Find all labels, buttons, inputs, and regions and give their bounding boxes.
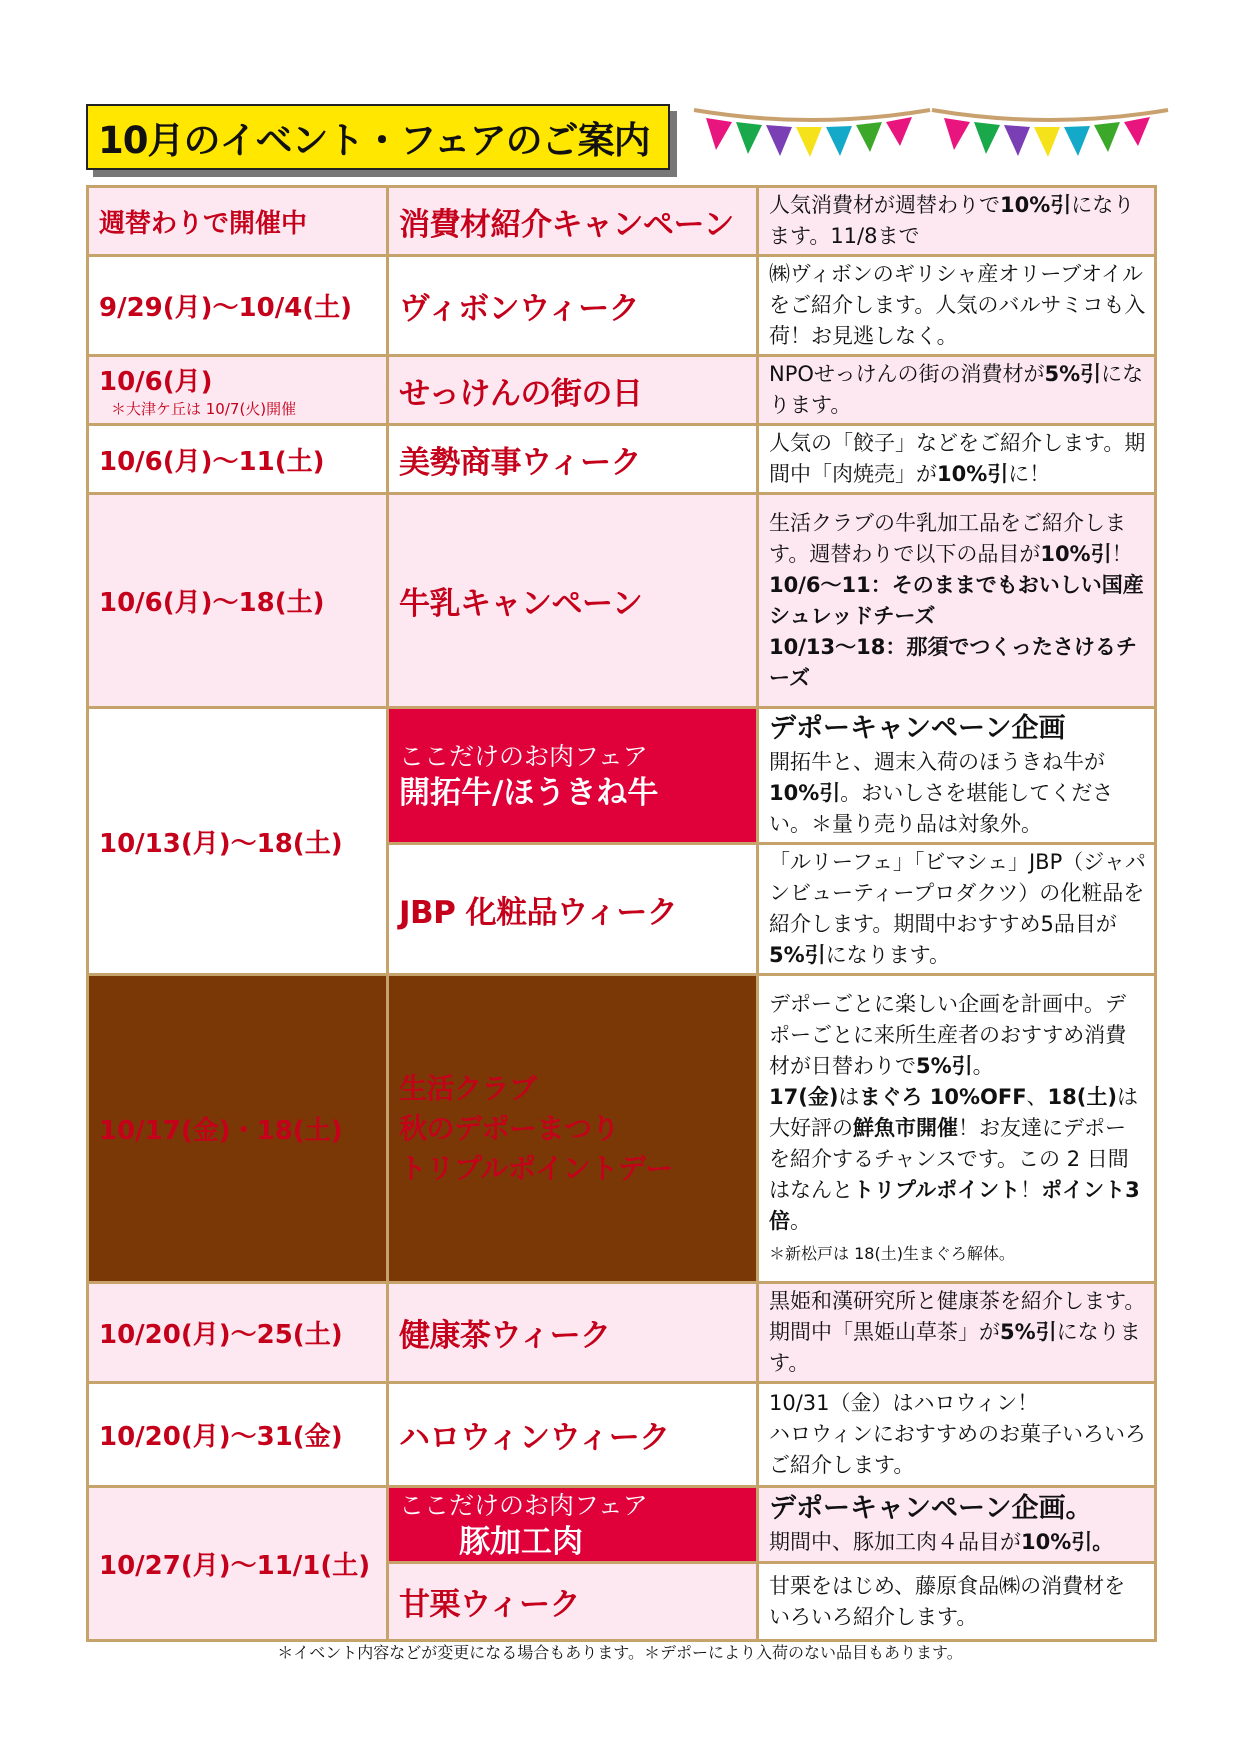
event-name: ヴィボンウィーク (388, 256, 758, 356)
event-description: 人気の「餃子」などをご紹介します。期間中「肉焼売」が10%引に！ (758, 425, 1156, 494)
table-row (88, 356, 1156, 425)
event-date-note: ＊大津ケ丘は 10/7(火)開催 (111, 400, 297, 418)
table-row (88, 975, 1156, 1283)
event-date: 10/13(月)～18(土) (88, 708, 388, 975)
bunting-left-icon (692, 100, 932, 170)
campaign-title: デポーキャンペーン企画 (769, 713, 1066, 744)
page-title: 10月のイベント・フェアのご案内 (86, 104, 670, 170)
event-date: 10/27(月)～11/1(土) (88, 1487, 388, 1641)
event-name: 健康茶ウィーク (388, 1283, 758, 1383)
event-date: 10/20(月)～31(金) (88, 1383, 388, 1487)
footer-note: ＊イベント内容などが変更になる場合もあります。＊デポーにより入荷のない品目もあります。 (277, 1643, 963, 1662)
event-description: 人気消費材が週替わりで10%引になります。11/8まで (758, 187, 1156, 256)
event-date: 10/6(月) ＊大津ケ丘は 10/7(火)開催 (88, 356, 388, 425)
table-row (88, 1383, 1156, 1487)
fair-subtitle: ここだけのお肉フェア (399, 1490, 648, 1520)
event-date: 週替わりで開催中 (88, 187, 388, 256)
table-row (88, 1487, 1156, 1563)
campaign-title: デポーキャンペーン企画。 (769, 1493, 1093, 1524)
event-name: 甘栗ウィーク (388, 1563, 758, 1641)
event-name: 生活クラブ 秋のデポーまつり トリプルポイントデー (388, 975, 758, 1283)
event-date: 10/17(金)・18(土) (88, 975, 388, 1283)
fair-title: 開拓牛/ほうきね牛 (399, 774, 659, 811)
event-date: 10/6(月)～11(土) (88, 425, 388, 494)
event-date: 10/20(月)～25(土) (88, 1283, 388, 1383)
event-description: デポーキャンペーン企画。 期間中、豚加工肉４品目が10%引。 (758, 1487, 1156, 1563)
event-name: JBP 化粧品ウィーク (388, 844, 758, 975)
table-row (88, 708, 1156, 844)
event-name: せっけんの街の日 (388, 356, 758, 425)
event-description: 甘栗をはじめ、藤原食品㈱の消費材をいろいろ紹介します。 (758, 1563, 1156, 1641)
fair-subtitle: ここだけのお肉フェア (399, 741, 648, 771)
fair-banner (388, 1487, 758, 1563)
bunting-right-icon (930, 100, 1170, 170)
event-description: 10/31（金）はハロウィン！ ハロウィンにおすすめのお菓子いろいろご紹介します。 (758, 1383, 1156, 1487)
event-description: デポーごとに楽しい企画を計画中。デポーごとに来所生産者のおすすめ消費材が日替わりで5%引。 17(金)はまぐろ 10%OFF、18(土)は大好評の鮮魚市開催！お友達にデポーを紹介するチャンスです。この 2 日間はなんとトリプルポイント！ポイント3倍。 ＊新松戸は 18(土)生まぐろ解体。 (758, 975, 1156, 1283)
event-date: 9/29(月)～10/4(土) (88, 256, 388, 356)
fair-title: 豚加工肉 (459, 1523, 583, 1560)
event-name: 牛乳キャンペーン (388, 494, 758, 708)
event-name: 消費材紹介キャンペーン (388, 187, 758, 256)
table-row (88, 494, 1156, 708)
table-row (88, 256, 1156, 356)
fair-banner (388, 708, 758, 844)
table-row (88, 425, 1156, 494)
event-description: 生活クラブの牛乳加工品をご紹介します。週替わりで以下の品目が10%引！ 10/6～11：そのままでもおいしい国産シュレッドチーズ 10/13～18：那須でつくったさけるチーズ (758, 494, 1156, 708)
event-description: 黒姫和漢研究所と健康茶を紹介します。期間中「黒姫山草茶」が5%引になります。 (758, 1283, 1156, 1383)
event-description: デポーキャンペーン企画 開拓牛と、週末入荷のほうきね牛が10%引。おいしさを堪能してください。＊量り売り品は対象外。 (758, 708, 1156, 844)
table-row (88, 1283, 1156, 1383)
events-table (86, 185, 1157, 1642)
event-date: 10/6(月)～18(土) (88, 494, 388, 708)
event-name: 美勢商事ウィーク (388, 425, 758, 494)
table-row (88, 187, 1156, 256)
event-description: 「ルリーフェ」「ビマシェ」JBP（ジャパンビューティープロダクツ）の化粧品を紹介します。期間中おすすめ5品目が5%引になります。 (758, 844, 1156, 975)
event-description: ㈱ヴィボンのギリシャ産オリーブオイルをご紹介します。人気のバルサミコも入荷！お見逃しなく。 (758, 256, 1156, 356)
event-description: NPOせっけんの街の消費材が5%引になります。 (758, 356, 1156, 425)
event-name: ハロウィンウィーク (388, 1383, 758, 1487)
